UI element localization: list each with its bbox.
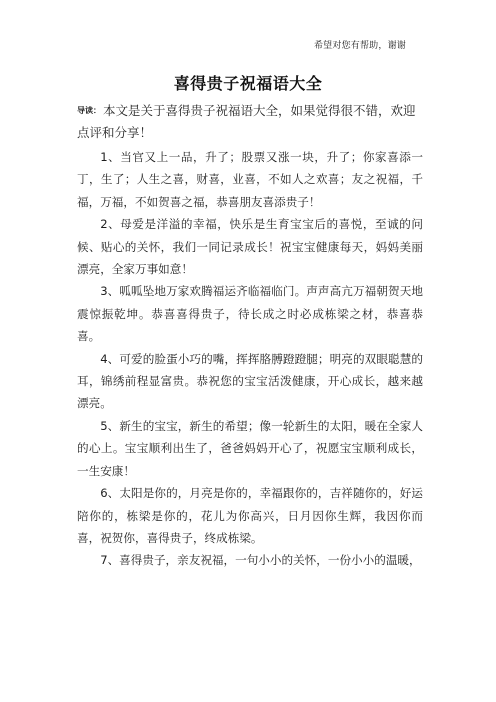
- document-title: 喜得贵子祝福语大全: [173, 74, 323, 93]
- header-note: 希望对您有帮助，谢谢: [313, 41, 406, 51]
- body-paragraph-3: 3、呱呱坠地万家欢腾福运齐临福临门。声声高亢万福朝贺天地震惊振乾坤。恭喜喜得贵子，待长成之时必成栋梁之材，恭喜恭喜。: [77, 284, 423, 344]
- body-paragraph-5: 5、新生的宝宝，新生的希望；像一轮新生的太阳，暖在全家人的心上。宝宝顺利出生了，爸爸妈妈开心了，祝愿宝宝顺利成长，一生安康！: [77, 418, 423, 478]
- body-paragraph-1: 1、当官又上一品，升了；股票又涨一块，升了；你家喜添一丁，生了；人生之喜，财喜，业喜，不如人之欢喜；友之祝福，千福，万福，不如贺喜之福，恭喜朋友喜添贵子！: [77, 150, 423, 209]
- intro-paragraph: [77, 100, 423, 144]
- document-body: [77, 100, 423, 572]
- body-paragraph-4: 4、可爱的脸蛋小巧的嘴，挥挥胳膊蹬蹬腿；明亮的双眼聪慧的耳，锦绣前程显富贵。恭祝您的宝宝活泼健康，开心成长，越来越漂亮。: [77, 351, 423, 411]
- body-paragraph-7: 7、喜得贵子，亲友祝福，一句小小的关怀，一份小小的温暖，: [100, 553, 421, 568]
- body-paragraph-6: 6、太阳是你的，月亮是你的，幸福跟你的，吉祥随你的，好运陪你的，栋梁是你的，花儿为你高兴，日月因你生辉，我因你而喜，祝贺你，喜得贵子，终成栋梁。: [77, 486, 423, 545]
- body-paragraph-2: 2、母爱是洋溢的幸福，快乐是生育宝宝后的喜悦，至诚的问候、贴心的关怀，我们一同记录成长！祝宝宝健康每天，妈妈美丽漂亮，全家万事如意！: [77, 217, 423, 277]
- intro-label: 导读：: [77, 106, 101, 115]
- intro-text: 本文是关于喜得贵子祝福语大全，如果觉得很不错，欢迎点评和分享！: [77, 103, 416, 140]
